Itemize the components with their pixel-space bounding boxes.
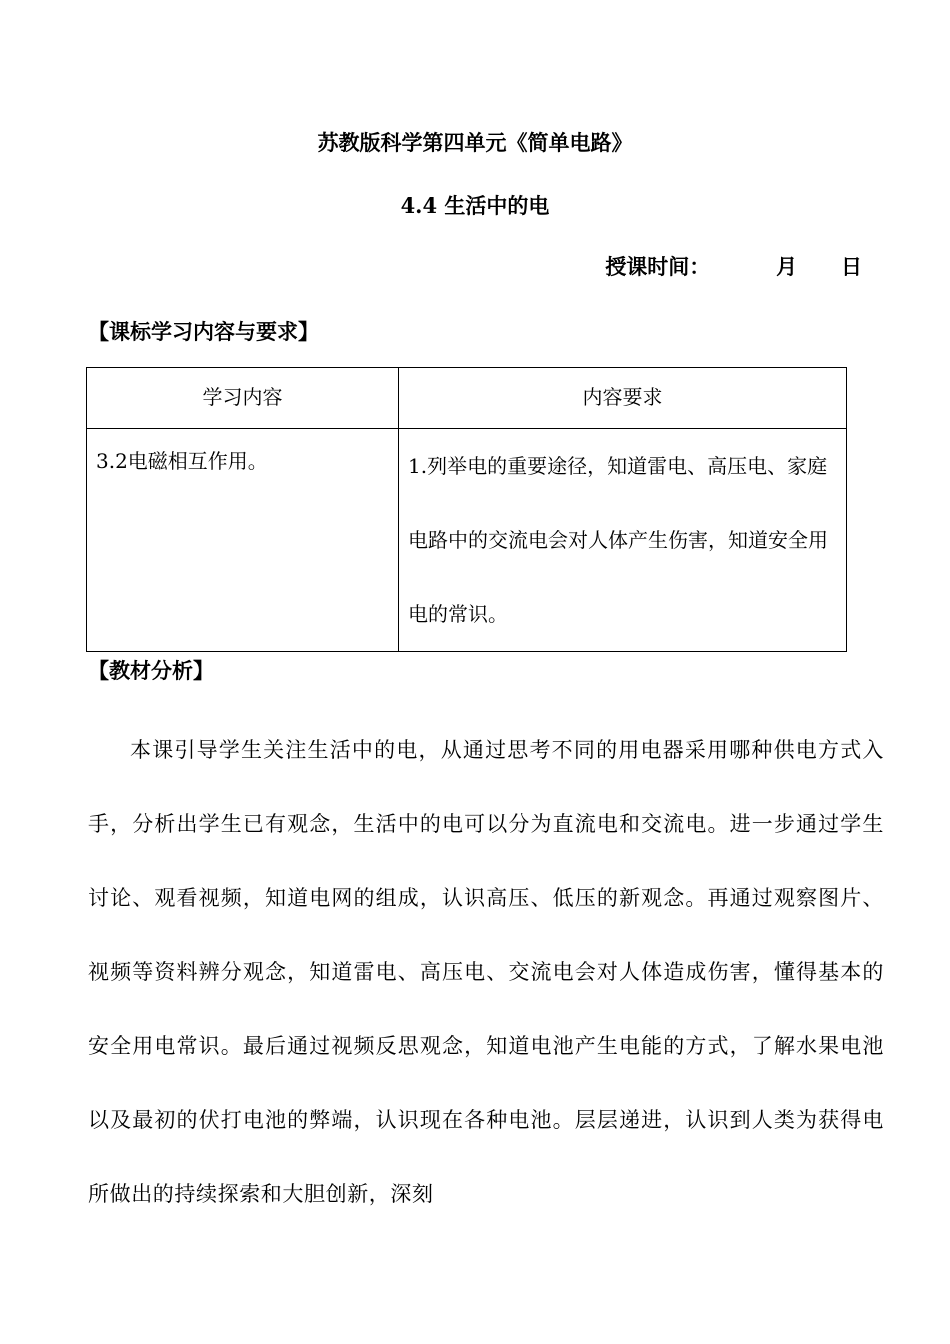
analysis-paragraph: 本课引导学生关注生活中的电，从通过思考不同的用电器采用哪种供电方式入手，分析出学生已有观念，生活中的电可以分为直流电和交流电。进一步通过学生讨论、观看视频，知道电网的组成，认识高压、低压的新观念。再通过观察图片、视频等资料辨分观念，知道雷电、高压电、交流电会对人体造成伤害，懂得基本的安全用电常识。最后通过视频反思观念，知道电池产生电能的方式，了解水果电池以及最初的伏打电池的弊端，认识现在各种电池。层层递进，认识到人类为获得电所做出的持续探索和大胆创新，深刻 xyxy=(88,738,884,1206)
content-text: 3.2电磁相互作用。 xyxy=(96,449,268,473)
date-label: 授课时间： xyxy=(605,254,711,279)
analysis-heading: 【教材分析】 xyxy=(88,658,214,683)
standards-table xyxy=(86,367,847,652)
standards-heading: 【课标学习内容与要求】 xyxy=(88,319,319,344)
requirement-text: 1.列举电的重要途径，知道雷电、高压电、家庭电路中的交流电会对人体产生伤害，知道安全用电的常识。 xyxy=(408,454,828,626)
month-label: 月 xyxy=(776,254,798,279)
lesson-date-line xyxy=(605,253,862,281)
lesson-title: 4.4 生活中的电 xyxy=(400,193,550,218)
table-cell-requirement xyxy=(399,429,847,652)
column-header-content: 学习内容 xyxy=(87,368,399,429)
column-header-requirement: 内容要求 xyxy=(399,368,847,429)
table-cell-content xyxy=(87,429,399,652)
day-label: 日 xyxy=(841,254,862,279)
table-row xyxy=(87,429,847,652)
unit-title: 苏教版科学第四单元《简单电路》 xyxy=(317,130,633,155)
table-header-row xyxy=(87,368,847,429)
